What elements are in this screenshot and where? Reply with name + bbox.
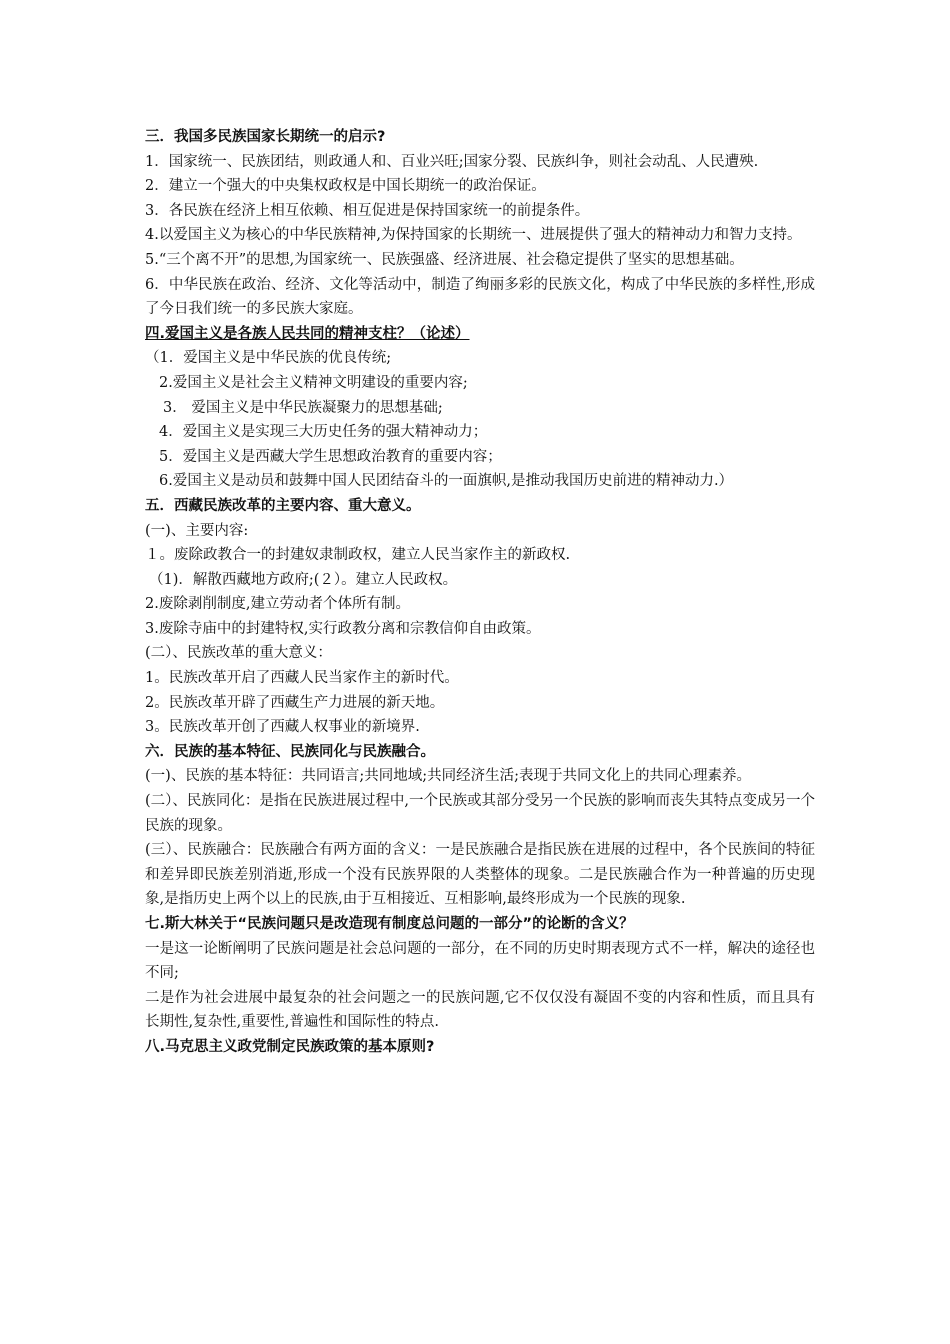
subheading: (二）、民族改革的重大意义： (145, 645, 332, 662)
list-item: 2.爱国主义是社会主义精神文明建设的重要内容; (159, 374, 468, 391)
section-7-heading: 七.斯大林关于“民族问题只是改造现有制度总问题的一部分”的论断的含义？ (145, 916, 634, 932)
paragraph: 1．国家统一、民族团结，则政通人和、百业兴旺;国家分裂、民族纠争，则社会动乱、人民遭殃. (145, 153, 759, 170)
paragraph: (三）、民族融合：民族融合有两方面的含义：一是民族融合是指民族在进展的过程中，各个民族间的特征和差异即民族差别消逝,形成一个没有民族界限的人类整体的现象。二是民族融合作为一种普遍的历史现象,是指历史上两个以上的民族,由于互相接近、互相影响,最终形成为一个民族的现象. (145, 842, 815, 908)
list-item: 3。民族改革开创了西藏人权事业的新境界. (145, 719, 420, 736)
list-item: 5．爱国主义是西藏大学生思想政治教育的重要内容； (159, 448, 502, 465)
list-item: １。废除政教合一的封建奴隶制政权，建立人民当家作主的新政权. (145, 547, 571, 564)
section-4-heading (145, 322, 815, 347)
document-body (145, 125, 815, 1060)
list-item: 2。民族改革开辟了西藏生产力进展的新天地。 (145, 694, 445, 711)
paragraph: 一是这一论断阐明了民族问题是社会总问题的一部分，在不同的历史时期表现方式不一样，解决的途径也不同; (145, 940, 815, 982)
paragraph: (二）、民族同化：是指在民族进展过程中,一个民族或其部分受另一个民族的影响而丧失其特点变成另一个民族的现象。 (145, 793, 816, 834)
list-item: （1．爱国主义是中华民族的优良传统; (145, 350, 392, 367)
list-item: 3． 爱国主义是中华民族凝聚力的思想基础; (163, 399, 443, 416)
paragraph: 6．中华民族在政治、经济、文化等活动中，制造了绚丽多彩的民族文化，构成了中华民族的多样性,形成了今日我们统一的多民族大家庭。 (145, 276, 815, 318)
section-6-heading: 六．民族的基本特征、民族同化与民族融合。 (145, 743, 435, 760)
section-8-heading: 八.马克思主义政党制定民族政策的基本原则? (145, 1038, 435, 1055)
list-item: 1。民族改革开启了西藏人民当家作主的新时代。 (145, 670, 459, 687)
paragraph: 二是作为社会进展中最复杂的社会问题之一的民族问题,它不仅仅没有凝固不变的内容和性质，而且具有长期性,复杂性,重要性,普遍性和国际性的特点. (145, 989, 815, 1031)
paragraph: 5.“三个离不开”的思想,为国家统一、民族强盛、经济进展、社会稳定提供了坚实的思想基础。 (145, 251, 744, 268)
list-item: 6.爱国主义是动员和鼓舞中国人民团结奋斗的一面旗帜,是推动我国历史前进的精神动力.） (159, 473, 734, 490)
list-item: （1)．解散西藏地方政府;(２）。建立人民政权。 (149, 571, 458, 588)
subheading: (一)、主要内容: (145, 522, 249, 539)
list-item: 3.废除寺庙中的封建特权,实行政教分离和宗教信仰自由政策。 (145, 620, 541, 637)
section-4-heading-text: 四.爱国主义是各族人民共同的精神支柱？（论述） (145, 325, 470, 342)
paragraph: (一)、民族的基本特征：共同语言;共同地域;共同经济生活;表现于共同文化上的共同心理素养。 (145, 768, 751, 785)
section-5-heading: 五．西藏民族改革的主要内容、重大意义。 (145, 497, 421, 514)
paragraph: 3．各民族在经济上相互依赖、相互促进是保持国家统一的前提条件。 (145, 202, 590, 219)
section-3-heading: 三．我国多民族国家长期统一的启示? (145, 129, 386, 145)
paragraph: 2．建立一个强大的中央集权政权是中国长期统一的政治保证。 (145, 178, 546, 195)
list-item: 4．爱国主义是实现三大历史任务的强大精神动力； (159, 424, 488, 441)
list-item: 2.废除剥削制度,建立劳动者个体所有制。 (145, 596, 410, 613)
paragraph: 4.以爱国主义为核心的中华民族精神,为保持国家的长期统一、进展提供了强大的精神动力和智力支持。 (145, 227, 802, 244)
